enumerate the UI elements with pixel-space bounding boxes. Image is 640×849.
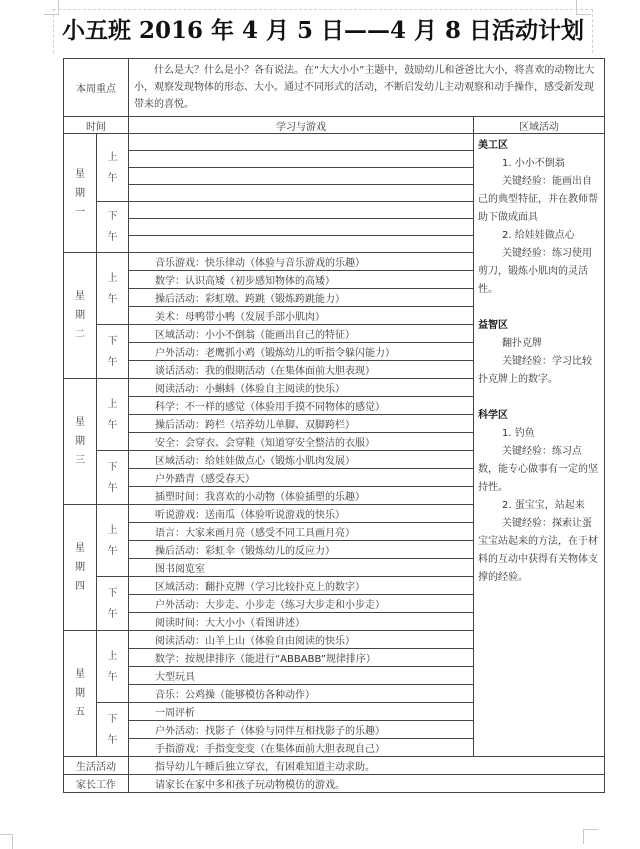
activity-cell: 科学：不一样的感觉（体验用手摸不同物体的感觉） (129, 397, 474, 415)
footer-text: 指导幼儿午睡后独立穿衣，有困难知道主动求助。 (129, 757, 605, 775)
activity-cell: 区域活动：小小不倒翁（能画出自己的特征） (129, 325, 474, 343)
afternoon-label: 下 午 (97, 703, 129, 757)
area-item-title: 2. 蛋宝宝，站起来 (502, 500, 585, 511)
footer-label: 家长工作 (64, 775, 129, 793)
header-row (64, 117, 605, 134)
activity-cell (129, 185, 474, 202)
area-item-key-experience: 关键经验：探索让蛋宝宝站起来的方法，在于材料的互动中获得有关物体支撑的经验。 (478, 518, 598, 583)
area-item-key-experience: 关键经验：练习点数，能专心做事有一定的坚持性。 (478, 446, 598, 493)
header-learning: 学习与游戏 (129, 117, 474, 134)
activity-cell: 户外活动：大步走、小步走（练习大步走和小步走） (129, 595, 474, 613)
activity-cell: 美术：母鸭带小鸭（发展手部小肌肉） (129, 307, 474, 325)
activity-cell: 阅读活动：小蝌蚪（体验自主阅读的快乐） (129, 379, 474, 397)
area-item-title: 翻扑克牌 (502, 338, 542, 349)
header-area: 区域活动 (474, 117, 605, 134)
day-label: 星 期 四 (64, 505, 97, 631)
activity-cell (129, 202, 474, 219)
activity-cell: 操后活动：跨栏（培养幼儿单脚、双脚跨栏） (129, 415, 474, 433)
activity-cell (129, 151, 474, 168)
spacer (478, 389, 601, 407)
activity-cell: 阅读时间：大大小小（看图讲述） (129, 613, 474, 631)
activity-cell: 手指游戏：手指变变变（在集体面前大胆表现自己） (129, 739, 474, 757)
activity-cell: 一周评析 (129, 703, 474, 721)
focus-row (64, 59, 605, 117)
activity-cell (129, 134, 474, 151)
morning-label: 上 午 (97, 631, 129, 703)
activity-cell: 区域活动：给娃娃做点心（锻炼小肌肉发展） (129, 451, 474, 469)
area-item-key-experience: 关键经验：练习使用剪刀，锻炼小肌肉的灵活性。 (478, 248, 592, 295)
afternoon-label: 下 午 (97, 325, 129, 379)
footer-row (64, 775, 605, 793)
day-label: 星 期 五 (64, 631, 97, 757)
activity-plan-table (63, 58, 605, 793)
page-corner-mark (0, 834, 13, 849)
footer-label: 生活活动 (64, 757, 129, 775)
activity-cell: 数学：按规律排序（能进行“ABBABB”规律排序） (129, 649, 474, 667)
activity-cell: 操后活动：彩虹伞（锻炼幼儿的反应力） (129, 541, 474, 559)
document-title: 小五班 2016 年 4 月 5 日——4 月 8 日活动计划 (61, 17, 585, 44)
activity-cell: 户外踏青（感受春天） (129, 469, 474, 487)
area-item-title: 1. 钓鱼 (502, 428, 535, 439)
activity-cell: 语言：大家来画月亮（感受不同工具画月亮） (129, 523, 474, 541)
activity-cell (129, 168, 474, 185)
morning-label: 上 午 (97, 505, 129, 577)
afternoon-label: 下 午 (97, 577, 129, 631)
activity-cell: 图书阅览室 (129, 559, 474, 577)
area-item-key-experience: 关键经验：能画出自己的典型特征，并在教师帮助下做成面具 (478, 176, 598, 223)
activity-cell: 音乐：公鸡操（能够模仿各种动作） (129, 685, 474, 703)
activity-cell: 区域活动：翻扑克牌（学习比较扑克上的数字） (129, 577, 474, 595)
activity-cell: 大型玩具 (129, 667, 474, 685)
activity-row (64, 134, 605, 151)
header-time: 时间 (64, 117, 129, 134)
afternoon-label: 下 午 (97, 202, 129, 253)
day-label: 星 期 二 (64, 253, 97, 379)
footer-row (64, 757, 605, 775)
footer-text: 请家长在家中多和孩子玩动物模仿的游戏。 (129, 775, 605, 793)
activity-cell: 插塑时间：我喜欢的小动物（体验插塑的乐趣） (129, 487, 474, 505)
focus-text: 什么是大？什么是小？各有说法。在“大大小小”主题中，鼓励幼儿和爸爸比大小，将喜欢的动物比大小，观察发现物体的形态、大小。通过不同形式的活动，不断启发幼儿主动观察和动手操作，感受新发现带来的喜悦。 (129, 59, 605, 117)
area-zone-title: 美工区 (478, 140, 508, 151)
spacer (478, 299, 601, 317)
area-activities-cell (474, 134, 605, 757)
activity-cell: 谈话活动：我的假期活动（在集体面前大胆表现） (129, 361, 474, 379)
morning-label: 上 午 (97, 379, 129, 451)
activity-cell: 听说游戏：送南瓜（体验听说游戏的快乐） (129, 505, 474, 523)
area-item-title: 1. 小小不倒翁 (502, 158, 565, 169)
focus-label: 本周重点 (64, 59, 129, 117)
activity-cell: 操后活动：彩虹墩、跨跳（锻炼跨跳能力） (129, 289, 474, 307)
activity-cell: 阅读活动：山羊上山（体验自由阅读的快乐） (129, 631, 474, 649)
activity-cell: 户外活动：老鹰抓小鸡（锻炼幼儿的听指令躲闪能力） (129, 343, 474, 361)
activity-cell (129, 219, 474, 236)
area-item-title: 2. 给娃娃做点心 (502, 230, 575, 241)
activity-cell: 安全：会穿衣、会穿鞋（知道穿安全整洁的衣服） (129, 433, 474, 451)
area-zone-title: 益智区 (478, 320, 508, 331)
morning-label: 上 午 (97, 134, 129, 202)
area-item-key-experience: 关键经验：学习比较扑克牌上的数字。 (478, 356, 592, 385)
activity-cell: 户外活动：找影子（体验与同伴互相找影子的乐趣） (129, 721, 474, 739)
day-label: 星 期 三 (64, 379, 97, 505)
activity-cell: 音乐游戏：快乐律动（体验与音乐游戏的乐趣） (129, 253, 474, 271)
afternoon-label: 下 午 (97, 451, 129, 505)
day-label: 星 期 一 (64, 134, 97, 253)
morning-label: 上 午 (97, 253, 129, 325)
area-zone-title: 科学区 (478, 410, 508, 421)
activity-cell: 数学：认识高矮（初步感知物体的高矮） (129, 271, 474, 289)
page-corner-mark (583, 829, 598, 844)
activity-cell (129, 236, 474, 253)
